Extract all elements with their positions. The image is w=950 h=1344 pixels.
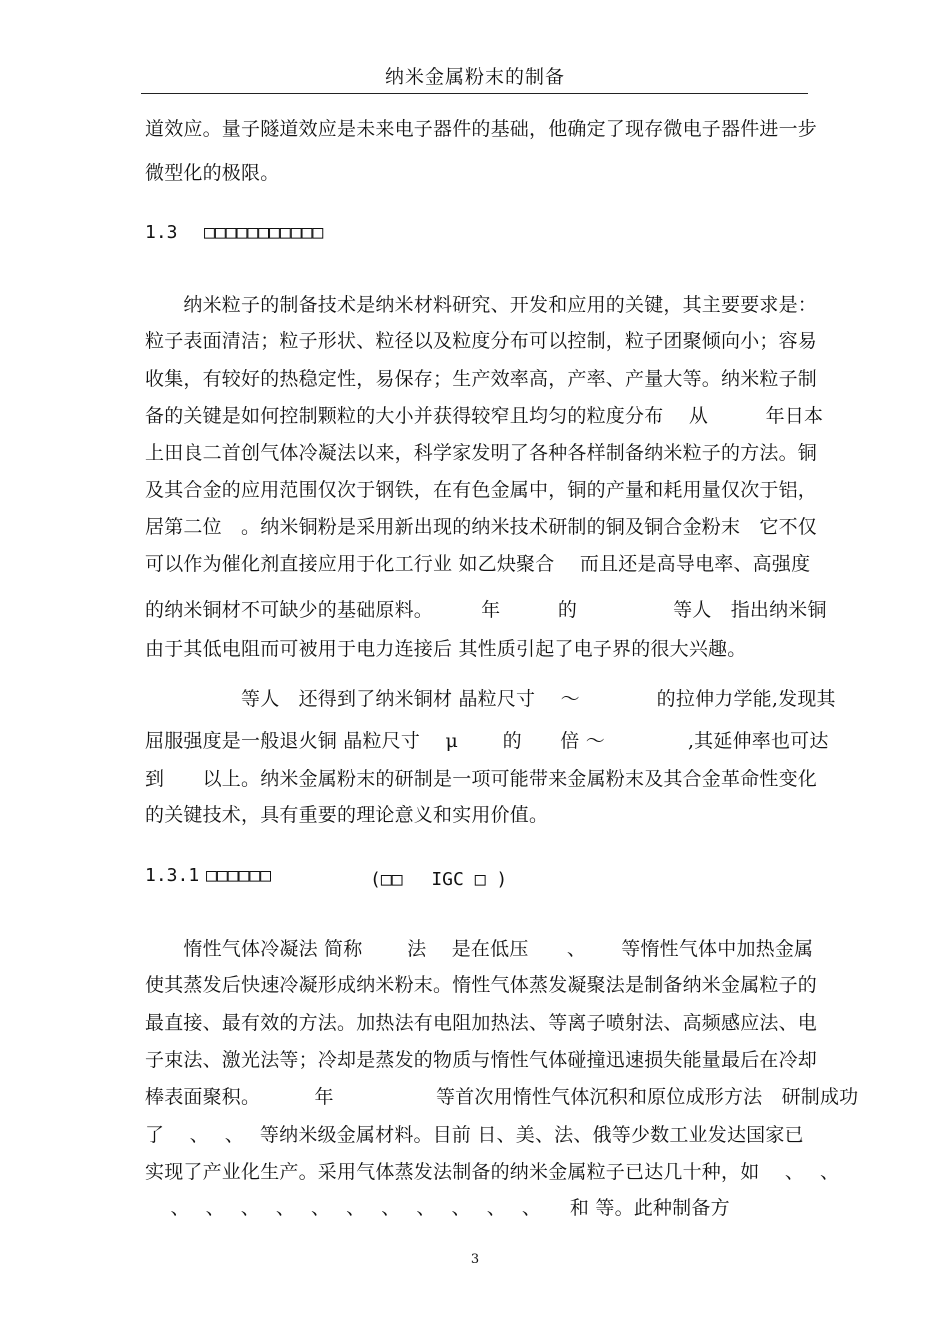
paragraph-line: 居第二位 。纳米铜粉是采用新出现的纳米技术研制的铜及铜合金粉末 它不仅	[145, 516, 818, 538]
paragraph-line: 屈服强度是一般退火铜 晶粒尺寸 μ 的 倍 ～ ,其延伸率也可达	[145, 730, 829, 752]
paragraph-line: 由于其低电阻而可被用于电力连接后 其性质引起了电子界的很大兴趣。	[145, 638, 747, 660]
paragraph-line: 微型化的极限。	[145, 162, 280, 184]
paragraph-line: 道效应。量子隧道效应是未来电子器件的基础，他确定了现存微电子器件进一步	[145, 118, 818, 140]
running-header-title: 纳米金属粉末的制备	[384, 66, 565, 88]
section-title: □□□□□□□□□□□	[204, 222, 324, 243]
paragraph-line: 收集，有较好的热稳定性，易保存；生产效率高，产率、产量大等。纳米粒子制	[145, 368, 818, 390]
subsection-number: 1.3.1	[145, 865, 200, 886]
paragraph-line: 的关键技术，具有重要的理论意义和实用价值。	[145, 804, 549, 826]
paragraph-line: 及其合金的应用范围仅次于钢铁，在有色金属中，铜的产量和耗用量仅次于铝，	[145, 479, 818, 501]
paragraph-line: 惰性气体冷凝法 简称 法 是在低压 、 等惰性气体中加热金属	[145, 938, 814, 960]
paragraph-line: 可以作为催化剂直接应用于化工行业 如乙炔聚合 而且还是高导电率、高强度	[145, 553, 811, 575]
paragraph-line: 子束法、激光法等；冷却是蒸发的物质与惰性气体碰撞迅速损失能量最后在冷却	[145, 1049, 818, 1071]
paragraph-line: 实现了产业化生产。采用气体蒸发法制备的纳米金属粒子已达几十种，如 、 、	[145, 1161, 840, 1183]
subsection-title: □□□□□□	[206, 865, 272, 886]
paragraph-line: 纳米粒子的制备技术是纳米材料研究、开发和应用的关键，其主要要求是：	[145, 294, 818, 316]
header-divider	[141, 93, 808, 94]
paragraph-line: 等人 还得到了纳米铜材 晶粒尺寸 ～ 的拉伸力学能,发现其	[145, 688, 836, 710]
paragraph-line: 最直接、最有效的方法。加热法有电阻加热法、等离子喷射法、高频感应法、电	[145, 1012, 818, 1034]
paragraph-line: 粒子表面清洁；粒子形状、粒径以及粒度分布可以控制，粒子团聚倾向小；容易	[145, 330, 818, 352]
paragraph-line: 上田良二首创气体冷凝法以来，科学家发明了各种各样制备纳米粒子的方法。铜	[145, 442, 818, 464]
page-number: 3	[470, 1252, 480, 1267]
paragraph-line: 到 以上。纳米金属粉末的研制是一项可能带来金属粉末及其合金革命性变化	[145, 768, 818, 790]
paragraph-line: 备的关键是如何控制颗粒的大小并获得较窄且均匀的粒度分布 从 年日本	[145, 405, 824, 427]
subsection-title-suffix: (□□ IGC □ )	[370, 869, 508, 890]
paragraph-line: 棒表面聚积。 年 等首次用惰性气体沉积和原位成形方法 研制成功	[145, 1086, 859, 1108]
paragraph-line: 使其蒸发后快速冷凝形成纳米粉末。惰性气体蒸发凝聚法是制备纳米金属粒子的	[145, 974, 818, 996]
section-number: 1.3	[145, 222, 178, 243]
paragraph-line: 了 、 、 等纳米级金属材料。目前 日、美、法、俄等少数工业发达国家已	[145, 1124, 804, 1146]
paragraph-line: 、 、 、 、 、 、 、 、 、 、 、 和 等。此种制备方	[145, 1197, 730, 1219]
paragraph-line: 的纳米铜材不可缺少的基础原料。 年 的 等人 指出纳米铜	[145, 599, 827, 621]
